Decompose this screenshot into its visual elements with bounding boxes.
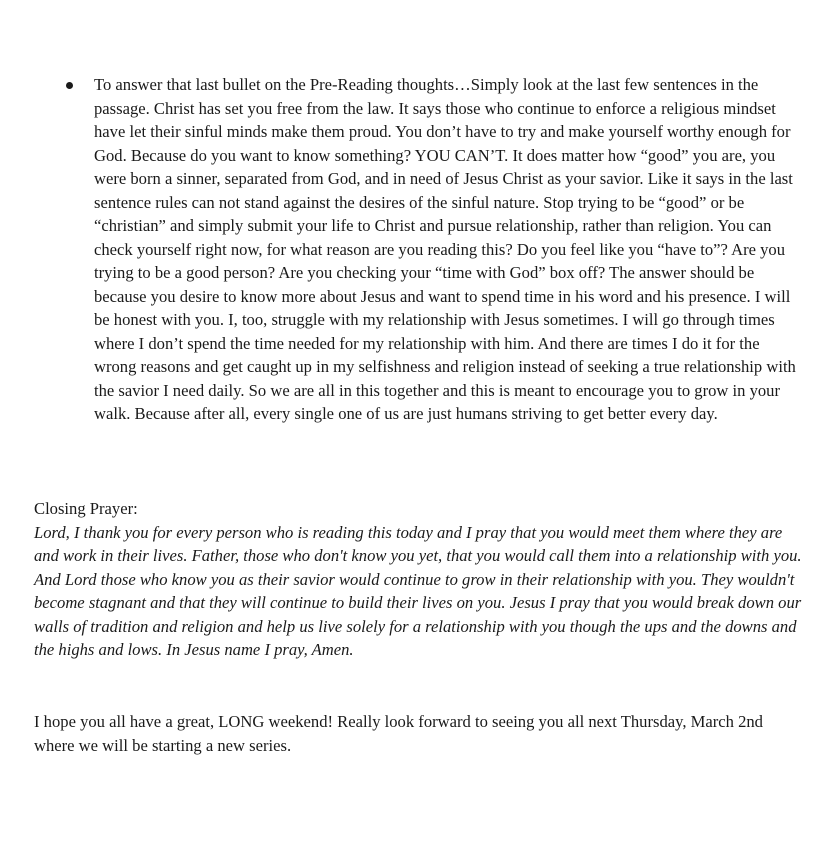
bullet-icon [66, 82, 73, 89]
farewell-paragraph: I hope you all have a great, LONG weekend! Really look forward to seeing you all next Thursday, March 2nd where we will be starting a new series. [34, 712, 763, 755]
closing-prayer-section [34, 497, 804, 662]
list-item [94, 73, 796, 426]
closing-prayer-heading: Closing Prayer: [34, 499, 138, 518]
bullet-paragraph: To answer that last bullet on the Pre-Reading thoughts…Simply look at the last few sentences in the passage. Christ has set you free from the law. It says those who continue to enforce a religious mindset have let their sinful minds make them proud. You don’t have to try and make yourself worthy enough for God. Because do you want to know something? YOU CAN’T. It does matter how “good” you are, you were born a sinner, separated from God, and in need of Jesus Christ as your savior. Like it says in the last sentence rules can not stand against the desires of the sinful nature. Stop trying to be “good” or be “christian” and simply submit your life to Christ and pursue relationship, rather than religion. You can check yourself right now, for what reason are you reading this? Do you feel like you “have to”? Are you trying to be a good person? Are you checking your “time with God” box off? The answer should be because you desire to know more about Jesus and want to spend time in his word and his presence. I will be honest with you. I, too, struggle with my relationship with Jesus sometimes. I will go through times where I don’t spend the time needed for my relationship with him. And there are times I do it for the wrong reasons and get caught up in my selfishness and religion instead of seeking a true relationship with the savior I need daily. So we are all in this together and this is meant to encourage you to grow in your walk. Because after all, every single one of us are just humans striving to get better every day. [94, 75, 796, 423]
bullet-list [94, 73, 796, 426]
closing-prayer-text: Lord, I thank you for every person who is reading this today and I pray that you would meet them where they are and work in their lives. Father, those who don't know you yet, that you would call them into a relationship with you. And Lord those who know you as their savior would continue to grow in their relationship with you. They wouldn't become stagnant and that they will continue to build their lives on you. Jesus I pray that you would break down our walls of tradition and religion and help us live solely for a relationship with you though the ups and the downs and the highs and lows. In Jesus name I pray, Amen. [34, 522, 802, 659]
